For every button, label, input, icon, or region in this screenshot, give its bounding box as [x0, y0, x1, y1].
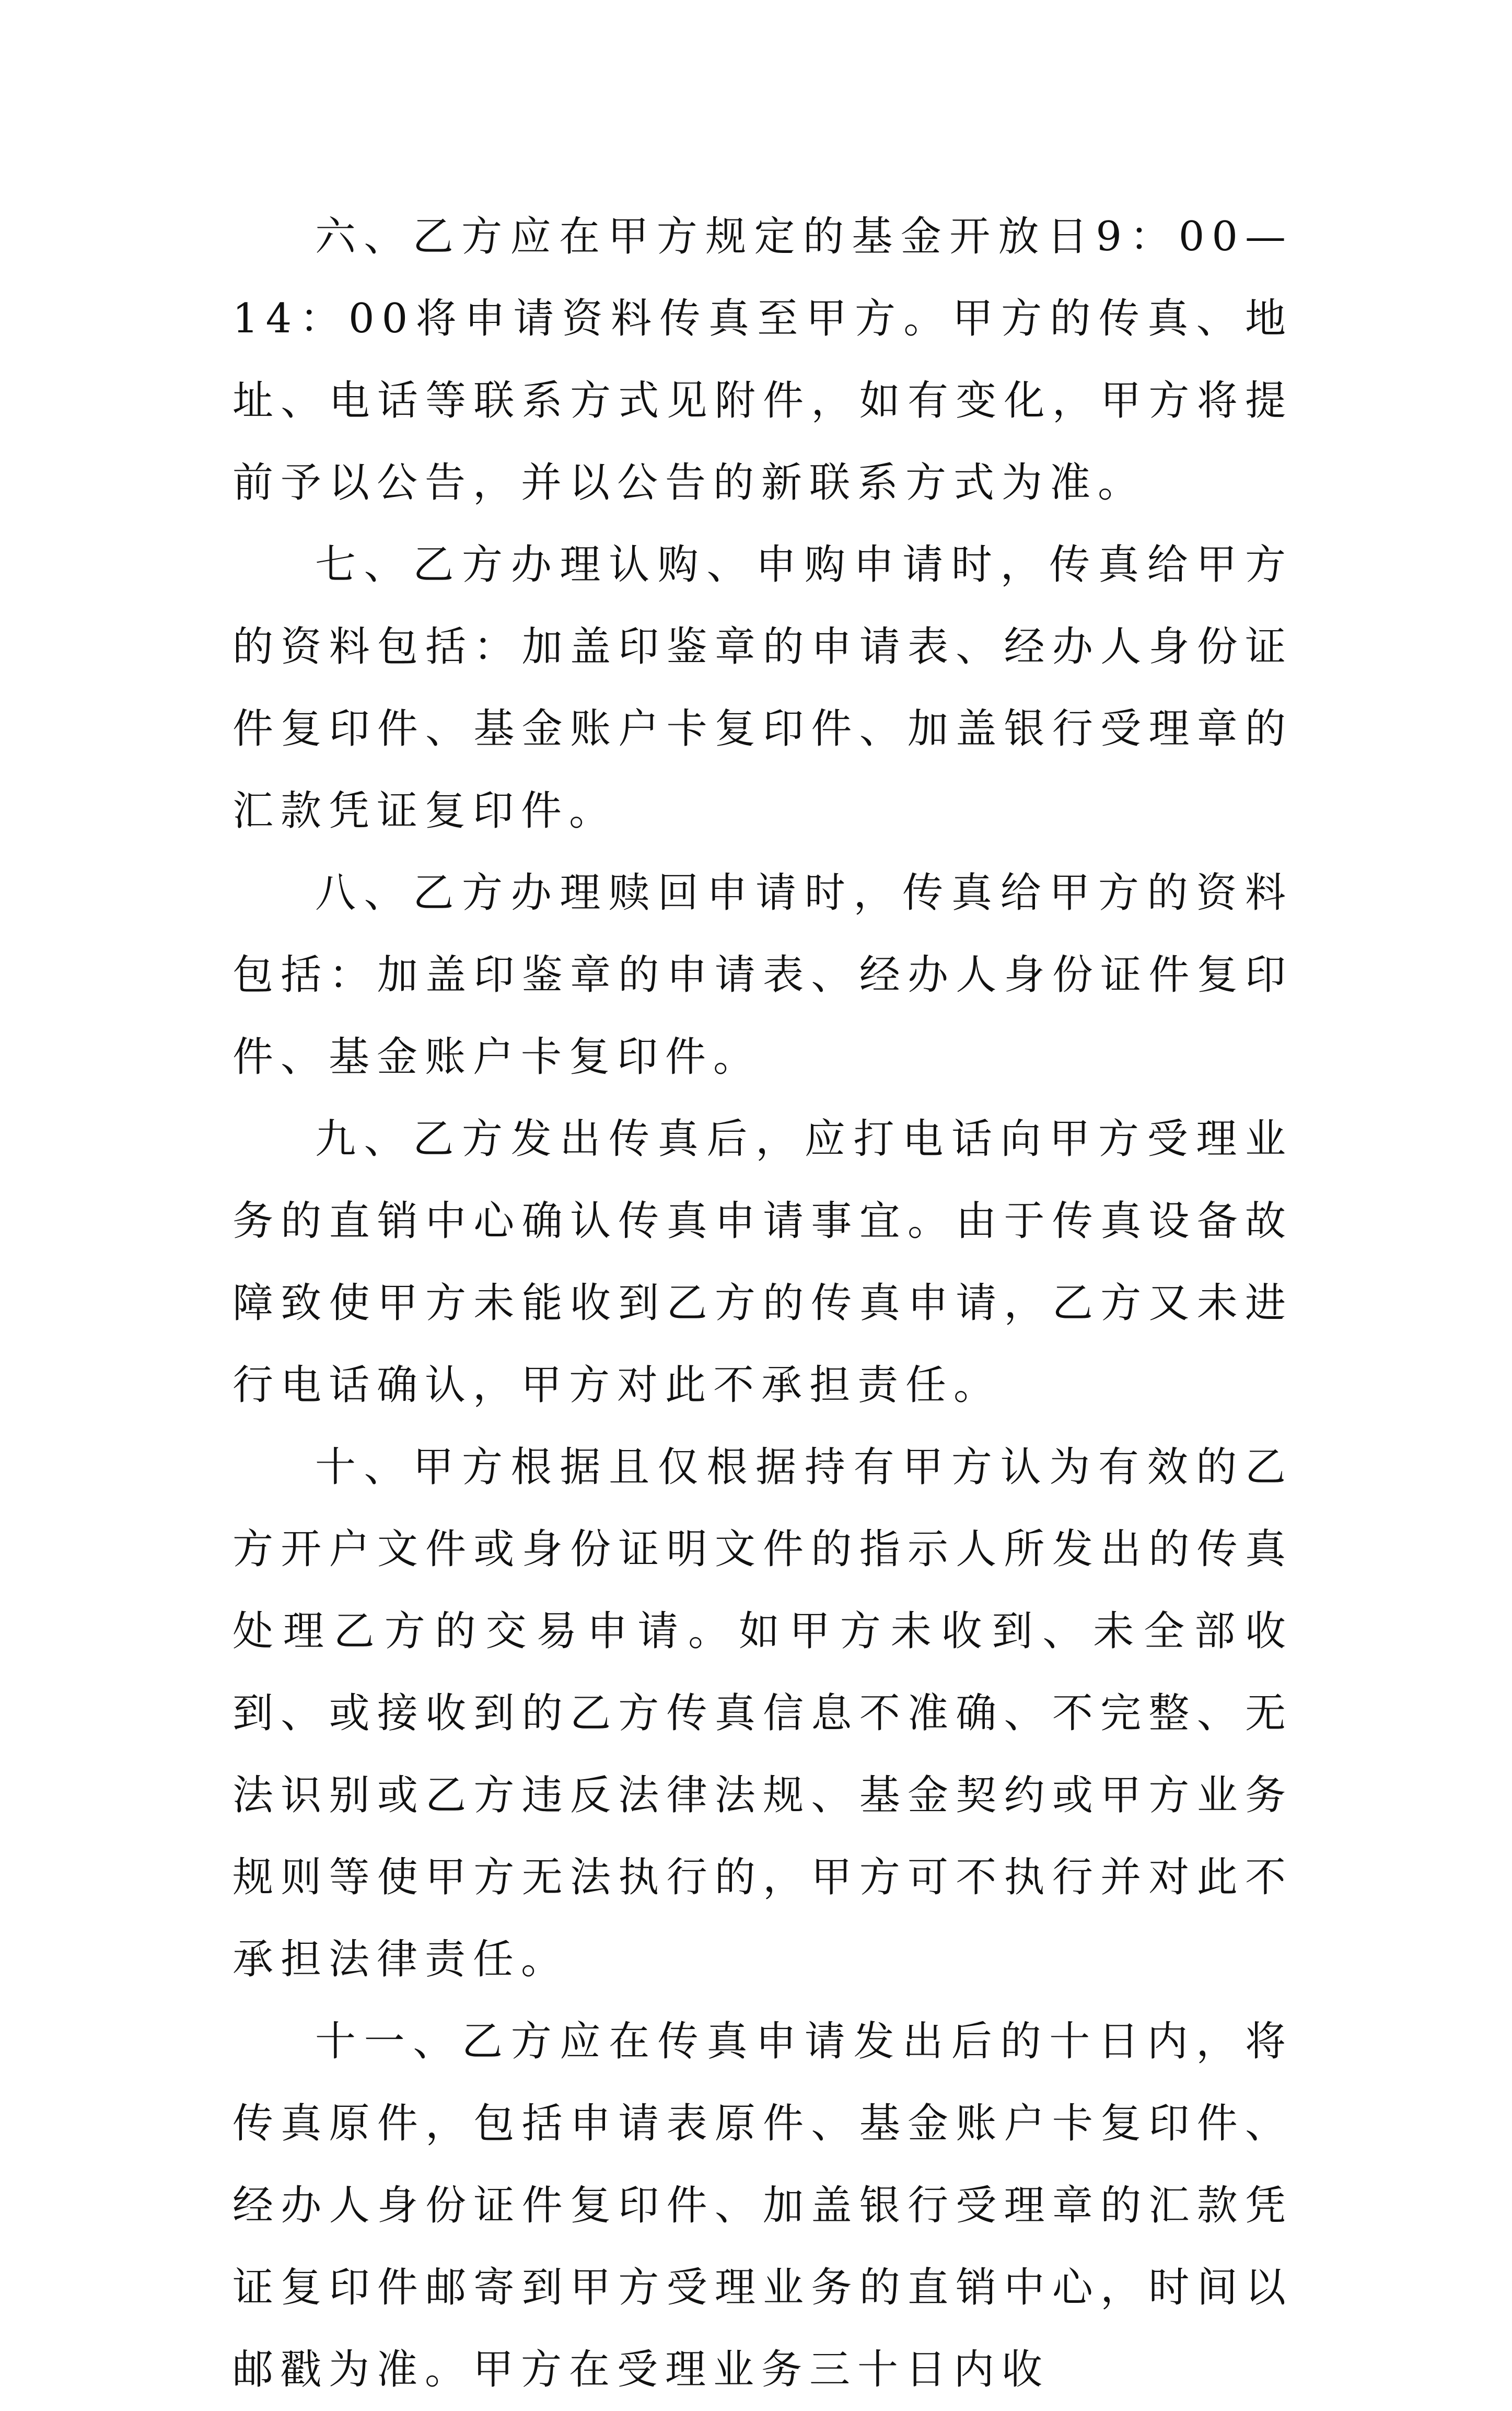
paragraph-11: 十一、乙方应在传真申请发出后的十日内，将传真原件，包括申请表原件、基金账户卡复印件、经办人身份证件复印件、加盖银行受理章的汇款凭证复印件邮寄到甲方受理业务的直销中心，时间以邮戳为准。甲方在受理业务三十日内收 — [232, 2018, 1293, 2393]
paragraph-9: 九、乙方发出传真后，应打电话向甲方受理业务的直销中心确认传真申请事宜。由于传真设备故障致使甲方未能收到乙方的传真申请，乙方又未进行电话确认，甲方对此不承担责任。 — [232, 1116, 1293, 1409]
paragraph-6: 六、乙方应在甲方规定的基金开放日9：00—14：00将申请资料传真至甲方。甲方的传真、地址、电话等联系方式见附件，如有变化，甲方将提前予以公告，并以公告的新联系方式为准。 — [232, 213, 1293, 506]
document-body — [232, 196, 1293, 2411]
paragraph-8: 八、乙方办理赎回申请时，传真给甲方的资料包括：加盖印鉴章的申请表、经办人身份证件复印件、基金账户卡复印件。 — [232, 870, 1293, 1081]
paragraph-10: 十、甲方根据且仅根据持有甲方认为有效的乙方开户文件或身份证明文件的指示人所发出的传真处理乙方的交易申请。如甲方未收到、未全部收到、或接收到的乙方传真信息不准确、不完整、无法识别或乙方违反法律法规、基金契约或甲方业务规则等使甲方无法执行的，甲方可不执行并对此不承担法律责任。 — [232, 1444, 1293, 1983]
paragraph-7: 七、乙方办理认购、申购申请时，传真给甲方的资料包括：加盖印鉴章的申请表、经办人身份证件复印件、基金账户卡复印件、加盖银行受理章的汇款凭证复印件。 — [232, 541, 1293, 834]
